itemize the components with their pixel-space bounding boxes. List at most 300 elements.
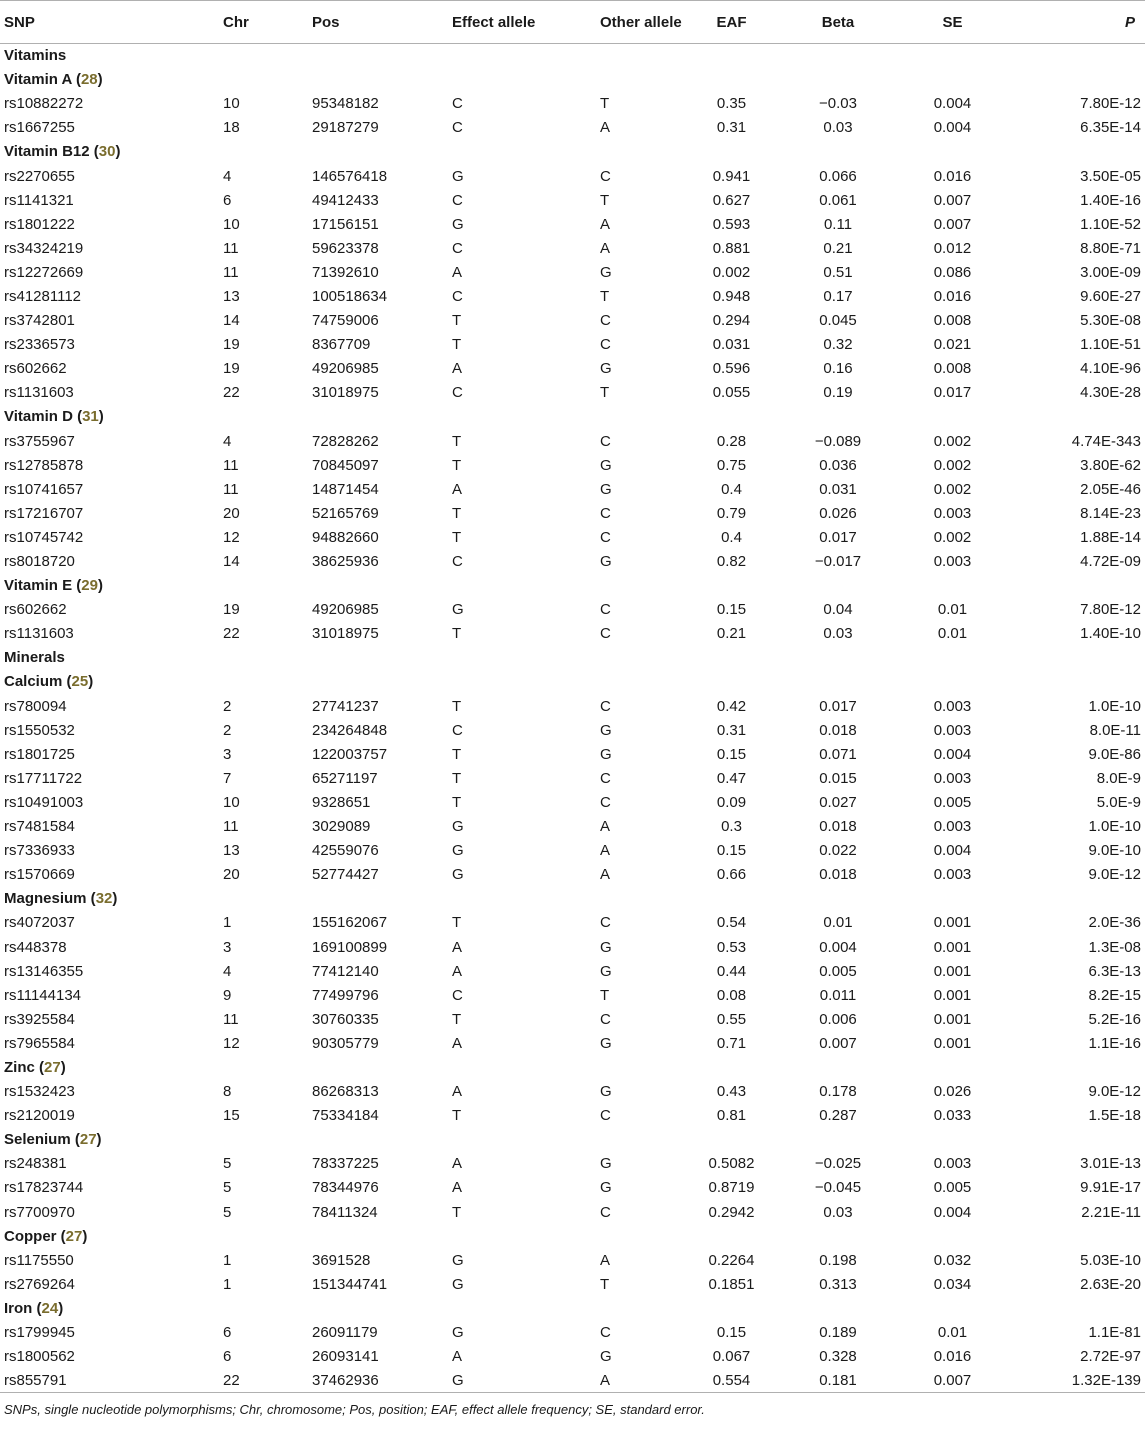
cell-chr: 12 [223,1034,240,1052]
table-row [0,1345,1145,1369]
cell-beta: 0.21 [823,239,853,257]
cell-eaf: 0.2942 [708,1203,755,1221]
header-eaf: EAF [716,14,747,31]
cell-se: 0.008 [933,360,972,378]
cell-chr: 4 [223,432,232,450]
cell-eaf: 0.4 [721,480,742,498]
cell-p: 9.0E-10 [1088,842,1141,860]
cell-p: 5.03E-10 [1080,1251,1141,1269]
table-row [0,549,1145,573]
cell-p: 1.0E-10 [1088,697,1141,715]
cell-snp: rs602662 [4,601,67,619]
reference-link[interactable]: 28 [80,71,98,89]
cell-snp: rs1131603 [4,384,74,402]
cell-eaf: 0.42 [716,697,747,715]
cell-pos: 59623378 [312,239,379,257]
cell-p: 3.00E-09 [1080,263,1141,281]
table-row [0,1152,1145,1176]
cell-beta: −0.025 [814,1155,862,1173]
cell-eaf: 0.55 [716,1010,747,1028]
cell-chr: 1 [223,914,232,932]
cell-pos: 90305779 [312,1034,379,1052]
cell-eaf: 0.31 [716,721,747,739]
cell-effect-allele: G [452,1251,464,1269]
cell-snp: rs1801725 [4,745,75,763]
cell-beta: 0.071 [819,745,857,763]
cell-pos: 71392610 [312,263,379,281]
cell-pos: 77499796 [312,986,379,1004]
cell-beta: 0.03 [823,625,853,643]
cell-beta: 0.03 [823,119,853,137]
cell-beta: 0.045 [819,312,857,330]
subgroup-label: Magnesium (32) [4,890,118,908]
table-row [0,284,1145,308]
cell-other-allele: G [600,745,612,763]
cell-se: 0.01 [937,601,968,619]
table-row [0,911,1145,935]
cell-effect-allele: C [452,95,463,113]
cell-snp: rs3925584 [4,1010,75,1028]
cell-effect-allele: T [452,1203,462,1221]
cell-beta: 0.018 [819,866,857,884]
cell-se: 0.007 [933,191,972,209]
cell-beta: 0.313 [819,1275,857,1293]
cell-se: 0.033 [933,1107,972,1125]
cell-p: 8.2E-15 [1088,986,1141,1004]
cell-effect-allele: C [452,119,463,137]
cell-eaf: 0.21 [716,625,747,643]
reference-link[interactable]: 27 [44,1058,61,1076]
table-row [0,381,1145,405]
reference-link[interactable]: 27 [79,1131,97,1149]
table-row [0,815,1145,839]
cell-other-allele: C [600,601,611,619]
header-se: SE [942,14,963,31]
table-row [0,790,1145,814]
cell-eaf: 0.5082 [708,1155,755,1173]
cell-pos: 49206985 [312,360,379,378]
cell-p: 5.30E-08 [1080,312,1141,330]
subgroup-row [0,405,1145,429]
subgroup-name: Iron [4,1299,33,1317]
cell-other-allele: A [600,119,611,137]
cell-snp: rs12785878 [4,456,84,474]
cell-pos: 146576418 [312,167,388,185]
cell-se: 0.003 [933,769,972,787]
cell-se: 0.016 [933,167,972,185]
cell-pos: 86268313 [312,1083,379,1101]
cell-effect-allele: C [452,721,463,739]
cell-p: 1.1E-16 [1088,1034,1141,1052]
cell-other-allele: G [600,553,612,571]
cell-other-allele: G [600,1083,612,1101]
cell-chr: 10 [223,215,240,233]
subgroup-name: Vitamin D [4,408,73,426]
cell-chr: 7 [223,769,232,787]
cell-snp: rs8018720 [4,553,75,571]
cell-other-allele: C [600,625,611,643]
cell-effect-allele: A [452,360,463,378]
cell-se: 0.016 [933,287,972,305]
cell-beta: 0.005 [819,962,857,980]
table-row [0,1176,1145,1200]
cell-snp: rs2769264 [4,1275,75,1293]
table-row [0,309,1145,333]
header-effect-allele: Effect allele [452,14,536,31]
table-row [0,935,1145,959]
cell-eaf: 0.44 [716,962,747,980]
cell-p: 1.1E-81 [1088,1324,1141,1342]
table-row [0,1248,1145,1272]
cell-p: 8.14E-23 [1080,504,1141,522]
cell-pos: 100518634 [312,287,388,305]
cell-beta: 0.03 [823,1203,853,1221]
cell-se: 0.017 [933,384,972,402]
cell-beta: 0.16 [823,360,853,378]
reference-link[interactable]: 30 [98,143,116,161]
cell-effect-allele: G [452,1371,464,1389]
table-row [0,766,1145,790]
cell-beta: 0.287 [819,1107,857,1125]
cell-pos: 26093141 [312,1348,379,1366]
cell-beta: 0.11 [823,215,853,233]
cell-p: 8.0E-9 [1096,769,1141,787]
cell-snp: rs7481584 [4,818,75,836]
subgroup-name: Vitamin E [4,577,73,595]
cell-se: 0.003 [933,721,972,739]
cell-effect-allele: G [452,842,464,860]
cell-pos: 72828262 [312,432,379,450]
table-row [0,1369,1145,1393]
cell-chr: 2 [223,697,232,715]
cell-effect-allele: A [452,938,463,956]
cell-p: 9.0E-12 [1088,1083,1141,1101]
cell-chr: 13 [223,842,240,860]
cell-beta: 0.328 [819,1348,857,1366]
cell-effect-allele: T [452,625,462,643]
cell-eaf: 0.28 [716,432,747,450]
cell-beta: 0.018 [819,818,857,836]
table-body [0,44,1145,1393]
cell-chr: 11 [223,1010,239,1028]
cell-eaf: 0.75 [716,456,747,474]
cell-p: 1.40E-10 [1080,625,1141,643]
cell-beta: 0.017 [819,528,857,546]
cell-se: 0.004 [933,1203,972,1221]
table-row [0,863,1145,887]
cell-snp: rs41281112 [4,287,82,305]
cell-effect-allele: T [452,769,462,787]
cell-se: 0.004 [933,95,972,113]
cell-eaf: 0.43 [716,1083,747,1101]
cell-se: 0.003 [933,553,972,571]
subgroup-name: Selenium [4,1131,71,1149]
cell-beta: −0.017 [814,553,862,571]
reference-link[interactable]: 29 [81,577,98,595]
cell-se: 0.086 [933,263,972,281]
cell-other-allele: C [600,528,611,546]
cell-pos: 42559076 [312,842,379,860]
cell-pos: 52165769 [312,504,379,522]
cell-effect-allele: T [452,1010,462,1028]
cell-eaf: 0.554 [712,1371,751,1389]
table-row [0,453,1145,477]
cell-pos: 29187279 [312,119,379,137]
subgroup-label: Calcium (25) [4,673,94,691]
cell-other-allele: C [600,1324,611,1342]
group-label: Vitamins [4,47,67,65]
cell-effect-allele: A [452,1083,463,1101]
cell-se: 0.003 [933,818,972,836]
cell-beta: 0.007 [819,1034,857,1052]
table-row [0,477,1145,501]
cell-chr: 19 [223,601,240,619]
cell-eaf: 0.35 [716,95,747,113]
cell-snp: rs4072037 [4,914,75,932]
reference-link[interactable]: 27 [65,1227,83,1245]
cell-snp: rs1799945 [4,1324,75,1342]
cell-beta: 0.04 [823,601,853,619]
reference-link[interactable]: 31 [82,408,99,426]
cell-p: 7.80E-12 [1080,95,1141,113]
cell-chr: 11 [223,818,239,836]
subgroup-label: Vitamin E (29) [4,577,103,595]
subgroup-label: Selenium (27) [4,1131,102,1149]
cell-eaf: 0.941 [712,167,751,185]
table-row [0,1272,1145,1296]
cell-pos: 38625936 [312,553,379,571]
cell-p: 3.80E-62 [1080,456,1141,474]
cell-snp: rs2120019 [4,1107,75,1125]
cell-other-allele: A [600,215,611,233]
header-snp: SNP [4,14,35,31]
table-row [0,164,1145,188]
cell-pos: 30760335 [312,1010,379,1028]
cell-p: 5.0E-9 [1096,793,1141,811]
cell-p: 4.30E-28 [1080,384,1141,402]
cell-pos: 31018975 [312,384,379,402]
cell-snp: rs11144134 [4,986,82,1004]
cell-chr: 22 [223,384,240,402]
cell-eaf: 0.31 [716,119,747,137]
subgroup-row [0,574,1145,598]
cell-chr: 3 [223,745,232,763]
cell-other-allele: C [600,432,611,450]
cell-other-allele: T [600,191,610,209]
cell-snp: rs2270655 [4,167,75,185]
subgroup-row [0,1224,1145,1248]
cell-eaf: 0.53 [716,938,747,956]
cell-pos: 78337225 [312,1155,379,1173]
cell-other-allele: A [600,818,611,836]
cell-other-allele: C [600,793,611,811]
subgroup-name: Zinc [4,1058,35,1076]
cell-snp: rs1801222 [4,215,75,233]
cell-p: 1.88E-14 [1080,528,1141,546]
cell-chr: 11 [223,239,239,257]
cell-beta: 0.51 [823,263,853,281]
subgroup-name: Vitamin B12 [4,143,90,161]
cell-effect-allele: G [452,1275,464,1293]
cell-p: 9.0E-12 [1088,866,1141,884]
cell-p: 1.5E-18 [1088,1107,1141,1125]
cell-p: 7.80E-12 [1080,601,1141,619]
subgroup-name: Copper [4,1227,57,1245]
group-row [0,44,1145,68]
table-row [0,742,1145,766]
cell-se: 0.005 [933,793,972,811]
cell-eaf: 0.09 [716,793,747,811]
cell-chr: 22 [223,625,240,643]
cell-snp: rs3742801 [4,312,75,330]
cell-chr: 5 [223,1179,232,1197]
cell-other-allele: G [600,721,612,739]
table-row [0,598,1145,622]
cell-p: 1.32E-139 [1071,1371,1141,1389]
cell-chr: 11 [223,456,239,474]
cell-se: 0.032 [933,1251,972,1269]
cell-snp: rs1667255 [4,119,75,137]
cell-p: 5.2E-16 [1088,1010,1141,1028]
cell-beta: 0.015 [819,769,857,787]
cell-chr: 3 [223,938,232,956]
cell-p: 4.10E-96 [1080,360,1141,378]
header-pos: Pos [312,14,340,31]
cell-chr: 19 [223,336,240,354]
cell-eaf: 0.54 [716,914,747,932]
cell-other-allele: A [600,866,611,884]
cell-other-allele: G [600,360,612,378]
cell-beta: 0.32 [823,336,853,354]
cell-other-allele: C [600,312,611,330]
subgroup-label: Iron (24) [4,1299,64,1317]
table-row [0,188,1145,212]
cell-pos: 155162067 [312,914,388,932]
cell-se: 0.021 [933,336,972,354]
table-row [0,236,1145,260]
cell-other-allele: C [600,769,611,787]
cell-se: 0.001 [933,914,972,932]
cell-p: 9.91E-17 [1080,1179,1141,1197]
subgroup-name: Vitamin A [4,71,72,89]
cell-effect-allele: T [452,697,462,715]
reference-link[interactable]: 24 [41,1299,59,1317]
cell-chr: 4 [223,962,232,980]
cell-chr: 19 [223,360,240,378]
cell-other-allele: G [600,1179,612,1197]
cell-effect-allele: G [452,818,464,836]
cell-other-allele: G [600,456,612,474]
cell-other-allele: A [600,1251,611,1269]
cell-snp: rs7700970 [4,1203,75,1221]
cell-snp: rs2336573 [4,336,75,354]
table-row [0,1031,1145,1055]
subgroup-row [0,887,1145,911]
cell-beta: 0.181 [819,1371,857,1389]
table-row [0,1080,1145,1104]
cell-pos: 49412433 [312,191,379,209]
table-row [0,333,1145,357]
cell-se: 0.001 [933,986,972,1004]
cell-p: 2.05E-46 [1080,480,1141,498]
cell-snp: rs1800562 [4,1348,75,1366]
cell-snp: rs1550532 [4,721,75,739]
table-row [0,983,1145,1007]
cell-pos: 151344741 [312,1275,388,1293]
cell-chr: 6 [223,1348,232,1366]
cell-se: 0.007 [933,1371,972,1389]
cell-se: 0.004 [933,745,972,763]
subgroup-label: Copper (27) [4,1227,88,1245]
cell-eaf: 0.15 [716,745,747,763]
cell-effect-allele: T [452,432,462,450]
table-row [0,622,1145,646]
cell-p: 9.60E-27 [1080,287,1141,305]
cell-other-allele: G [600,1348,612,1366]
cell-se: 0.002 [933,456,972,474]
cell-eaf: 0.79 [716,504,747,522]
subgroup-name: Calcium [4,673,63,691]
cell-p: 8.0E-11 [1089,721,1141,739]
header-beta: Beta [821,14,855,31]
cell-effect-allele: C [452,287,463,305]
cell-snp: rs1570669 [4,866,75,884]
cell-eaf: 0.002 [712,263,751,281]
cell-effect-allele: G [452,167,464,185]
cell-se: 0.004 [933,842,972,860]
cell-se: 0.002 [933,528,972,546]
cell-chr: 18 [223,119,240,137]
cell-eaf: 0.15 [716,601,747,619]
subgroup-row [0,1128,1145,1152]
cell-se: 0.001 [933,1010,972,1028]
cell-eaf: 0.3 [721,818,742,836]
cell-chr: 6 [223,1324,232,1342]
subgroup-label: Vitamin A (28) [4,71,103,89]
cell-p: 1.10E-51 [1080,336,1141,354]
cell-effect-allele: A [452,480,463,498]
subgroup-name: Magnesium [4,890,87,908]
cell-p: 2.0E-36 [1088,914,1141,932]
group-row [0,646,1145,670]
cell-effect-allele: T [452,914,462,932]
cell-beta: −0.03 [819,95,857,113]
cell-se: 0.005 [933,1179,972,1197]
cell-other-allele: C [600,167,611,185]
cell-se: 0.034 [933,1275,972,1293]
reference-link[interactable]: 32 [95,890,113,908]
subgroup-label: Vitamin D (31) [4,408,104,426]
cell-other-allele: G [600,1155,612,1173]
cell-eaf: 0.2264 [708,1251,755,1269]
cell-beta: 0.198 [819,1251,857,1269]
cell-se: 0.002 [933,432,972,450]
cell-effect-allele: G [452,1324,464,1342]
cell-other-allele: A [600,239,611,257]
cell-snp: rs855791 [4,1371,67,1389]
group-label: Minerals [4,649,65,667]
cell-effect-allele: G [452,866,464,884]
cell-other-allele: C [600,914,611,932]
cell-snp: rs1532423 [4,1083,75,1101]
cell-beta: 0.17 [823,287,853,305]
cell-pos: 65271197 [312,769,378,787]
cell-snp: rs7965584 [4,1034,75,1052]
cell-eaf: 0.627 [712,191,751,209]
reference-link[interactable]: 25 [71,673,89,691]
cell-p: 1.10E-52 [1080,215,1141,233]
table-row [0,839,1145,863]
